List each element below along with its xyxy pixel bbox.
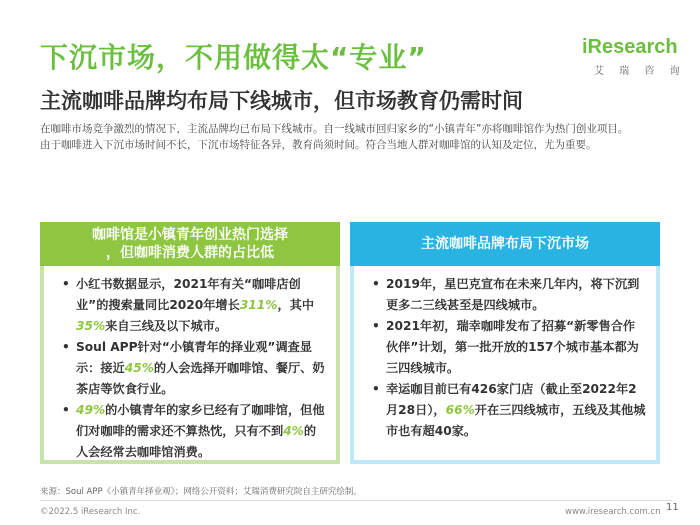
bullet-text: ，其中 [277,298,315,312]
highlight-value: 311% [239,298,278,312]
logo-cn-text: 艾 瑞 咨 询 [594,66,686,77]
logo-text: iResearch [582,36,678,58]
right-card [350,222,660,464]
bullet-text: 2019年，星巴克宣布在未来几年内，将下沉到更多二三线甚至是四线城市。 [386,277,640,312]
source-note: 来源：Soul APP《小镇青年择业观》；网络公开资料；艾瑞消费研究院自主研究绘制。 [40,487,362,497]
page-subtitle: 主流咖啡品牌均布局下线城市，但市场教育仍需时间 [40,89,523,113]
bullet-text: Soul APP针对“小镇青年的择业观”调查显示：接近 [76,340,313,375]
bullet-text: 来自三线及以下城市。 [105,319,228,333]
left-card-title-line2: ，但咖啡消费人群的占比低 [106,245,274,261]
bullet-text: 小红书数据显示，2021年有关“咖啡店创业”的搜索量同比2020年增长 [76,277,301,312]
intro-paragraph: 由于咖啡进入下沉市场时间不长，下沉市场特征各异，教育尚须时间。符合当地人群对咖啡馆的认知及定位，尤为重要。 [40,139,597,151]
copyright: ©2022.5 iResearch Inc. [40,507,141,517]
highlight-value: 35% [76,319,106,333]
highlight-value: 66% [445,403,475,417]
bullet-text: 的人会选择开咖啡馆、餐厅、奶茶店等饮食行业。 [76,361,325,396]
bullet-text: 的人会经常去咖啡馆消费。 [76,424,317,459]
right-card-header [350,222,660,266]
highlight-value: 4% [283,424,304,438]
left-card-list [62,274,326,463]
bullet-text: 2021年初，瑞幸咖啡发布了招募“新零售合作伙伴”计划，第一批开放的157个城市基本都为三四线城市。 [386,319,639,375]
website-url: www.iresearch.com.cn [565,507,661,517]
right-card-list [372,274,646,442]
left-card [40,222,340,464]
bullet-item [62,400,326,463]
footer-divider [40,500,672,501]
bullet-item [372,316,646,379]
highlight-value: 49% [76,403,106,417]
bullet-text: 的小镇青年的家乡已经有了咖啡馆，但他们对咖啡的需求还不算热忱，只有不到 [76,403,325,438]
bullet-text: 幸运咖目前已有426家门店（截止至2022年2月28日）， [386,382,637,417]
page-title: 下沉市场，不用做得太“专业” [40,41,427,74]
bullet-item [372,379,646,442]
bullet-item [62,274,326,337]
bullet-text: 开在三四线城市，五线及其他城市也有超40家。 [386,403,646,438]
bullet-item [372,274,646,316]
page-number: 11 [666,502,679,513]
iresearch-logo [582,36,686,77]
highlight-value: 45% [124,361,154,375]
left-card-title-line1: 咖啡馆是小镇青年创业热门选择 [92,227,288,243]
left-card-header [40,222,340,266]
intro-paragraph: 在咖啡市场竞争激烈的情况下，主流品牌均已布局下线城市。自一线城市回归家乡的“小镇青年”亦将咖啡馆作为热门创业项目。 [40,123,629,135]
right-card-title: 主流咖啡品牌布局下沉市场 [421,236,589,252]
intro-paragraphs [40,121,670,153]
bullet-item [62,337,326,400]
